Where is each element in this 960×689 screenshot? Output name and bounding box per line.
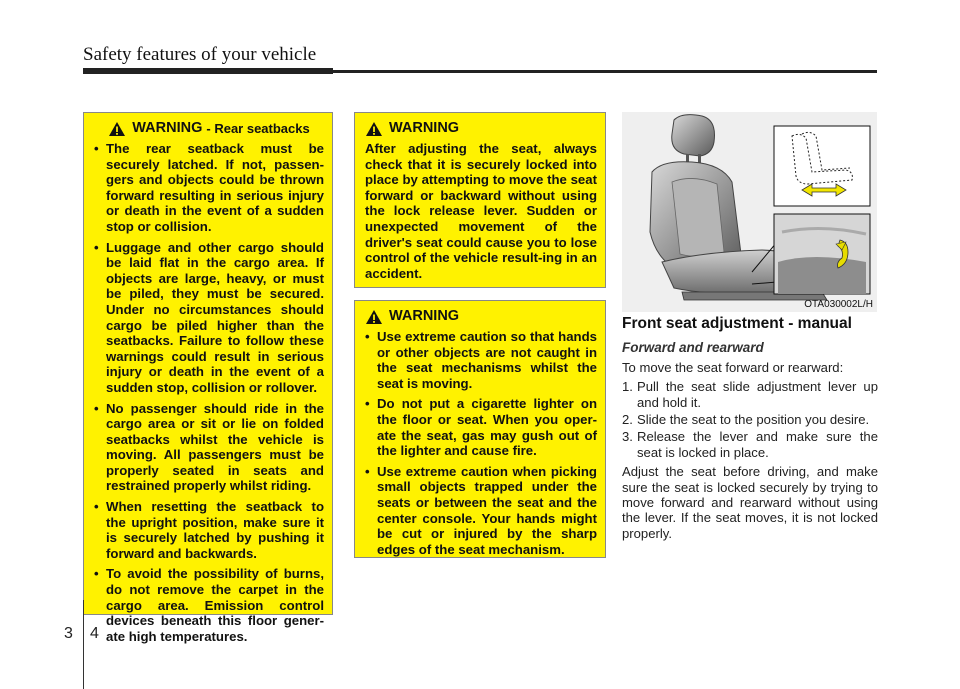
seat-drawing (622, 112, 877, 312)
list-item: • Use extreme caution when picking small objects trapped under the seats or between the seat and the center console. Your hands might be cut or injured by the sharp edges of the seat mechanism. (365, 464, 597, 558)
list-item (622, 429, 878, 460)
warning-triangle-icon (108, 121, 126, 137)
warning-rear-seatbacks (83, 112, 333, 644)
warning-heading-text: WARNING (389, 120, 460, 137)
step-number: 1. (622, 379, 633, 395)
warning-heading (94, 121, 324, 137)
list-item: • The rear seatback must be securely latched. If not, passen-gers and objects could be thrown forward resulting in serious injury or death in the event of a sudden stop or collision. (94, 141, 324, 235)
figure-code: OTA030002L/H (804, 299, 873, 310)
step-text: Slide the seat to the position you desire. (637, 412, 870, 428)
list-item: • To avoid the possibility of burns, do not remove the carpet in the cargo area. Emission control devices beneath this floor gener-ate high temperatures. (94, 566, 324, 644)
step-number: 3. (622, 429, 633, 445)
page-header-title: Safety features of your vehicle (83, 44, 317, 65)
warning-heading-text: WARNING (389, 308, 460, 325)
seat-illustration (622, 112, 877, 312)
warning-heading (365, 309, 597, 325)
header-rule (83, 70, 877, 73)
section-subtitle: Forward and rearward (622, 340, 764, 356)
step-number: 2. (622, 412, 633, 428)
warning-text: After adjusting the seat, always check that it is securely locked into place by attempting to move the seat forward or backward without using the lock release lever. Sudden or unexpected movement of the driver's seat could cause you to lose control of the vehicle result-ing in an accident. (365, 141, 597, 281)
section-title: Front seat adjustment - manual (622, 315, 852, 332)
note-text: Adjust the seat before driving, and make sure the seat is locked securely by trying to move forward and rearward without using the lever. If the seat moves, it is not locked properly. (622, 464, 878, 541)
intro-text: To move the seat forward or rearward: (622, 359, 844, 375)
list-item (622, 379, 878, 410)
page-number: 4 (90, 625, 99, 642)
page-section-number: 3 (64, 625, 73, 642)
warning-heading (365, 121, 597, 137)
steps-list (622, 379, 878, 460)
list-item: • No passenger should ride in the cargo area or sit or lie on folded seatbacks whilst the vehicle is moving. All passengers must be properly seated in seats and restrained properly whilst riding. (94, 401, 324, 495)
list-item: • Use extreme caution so that hands or other objects are not caught in the seat mechanisms whilst the seat is moving. (365, 329, 597, 391)
footer-divider (83, 600, 84, 689)
warning-seat-lock (354, 112, 606, 288)
warning-seat-mechanism (354, 300, 606, 558)
list-item: • Luggage and other cargo should be laid flat in the cargo area. If objects are large, heavy, or must be piled, they must be secured. Under no circumstances should cargo be piled higher than the seatbacks. Failure to follow these warnings could result in serious injury or death in the event of a sudden stop, collision or rollover. (94, 240, 324, 396)
step-text: Release the lever and make sure the seat is locked in place. (637, 429, 878, 460)
list-item (622, 412, 878, 427)
seat-adjustment-section (622, 316, 878, 545)
warning-triangle-icon (365, 121, 383, 137)
warning-rear-list (94, 141, 324, 644)
step-text: Pull the seat slide adjustment lever up and hold it. (637, 379, 878, 410)
warning-objects-list (365, 329, 597, 557)
warning-heading-text: WARNING (132, 120, 203, 137)
list-item: • Do not put a cigarette lighter on the floor or seat. When you oper-ate the seat, gas may gush out of the lighter and cause fire. (365, 396, 597, 458)
warning-subheading: - Rear seatbacks (206, 121, 310, 137)
warning-triangle-icon (365, 309, 383, 325)
list-item: • When resetting the seatback to the upright position, make sure it is securely latched by pushing it forward and backwards. (94, 499, 324, 561)
